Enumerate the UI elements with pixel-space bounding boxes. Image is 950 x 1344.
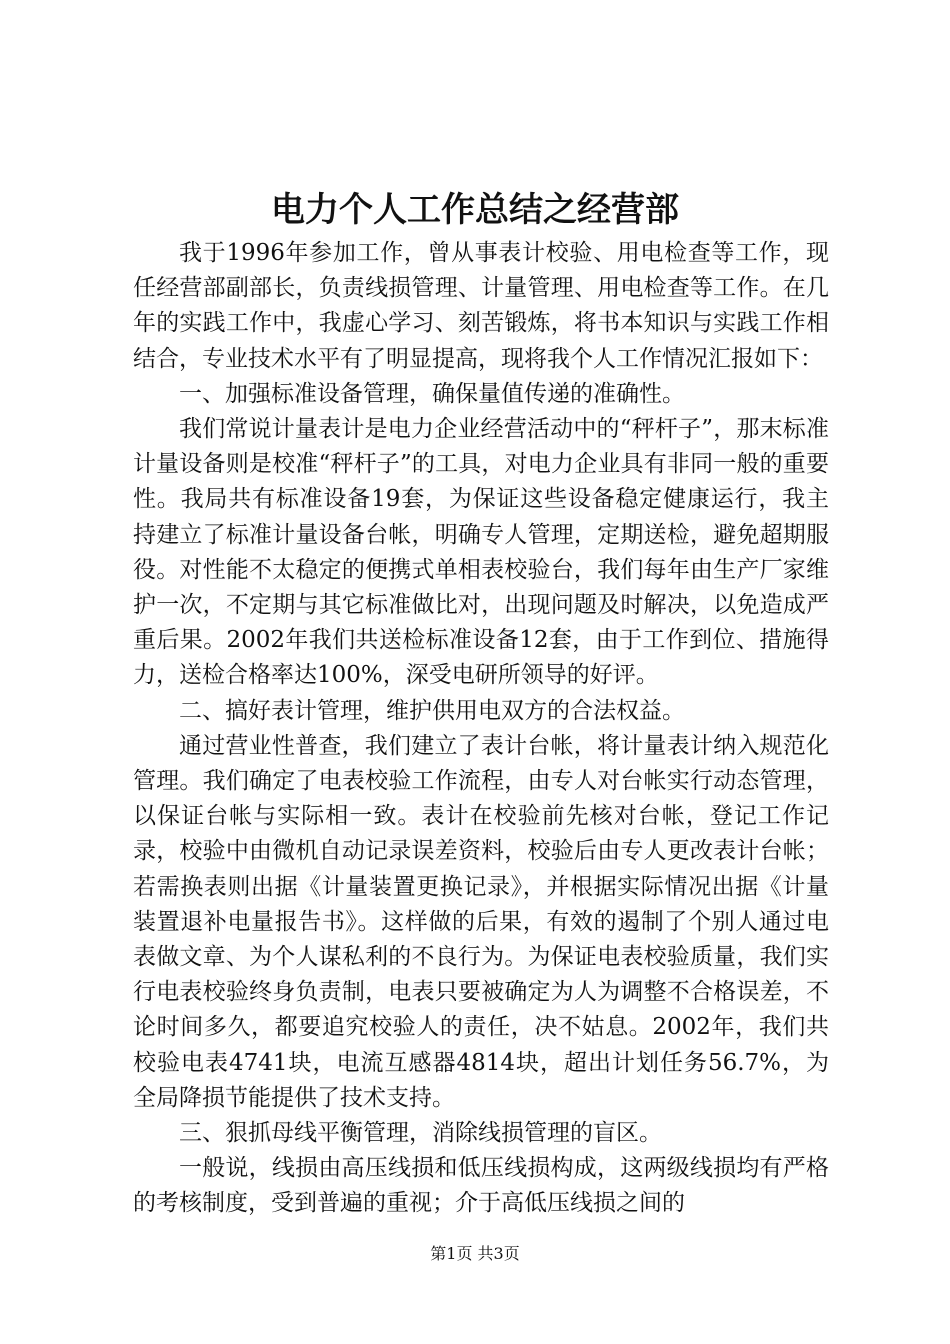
- paragraph-intro: 我于1996年参加工作，曾从事表计校验、用电检查等工作，现任经营部副部长，负责线损管理、计量管理、用电检查等工作。在几年的实践工作中，我虚心学习、刻苦锻炼，将书本知识与实践工作相结合，专业技术水平有了明显提高，现将我个人工作情况汇报如下：: [133, 240, 829, 372]
- section-heading-3: 三、狠抓母线平衡管理，消除线损管理的盲区。: [179, 1120, 662, 1147]
- page-footer: 第1页 共3页: [430, 1244, 520, 1263]
- paragraph-section-1: 我们常说计量表计是电力企业经营活动中的“秤杆子”，那末标准计量设备则是校准“秤杆子”的工具，对电力企业具有非同一般的重要性。我局共有标准设备19套，为保证这些设备稳定健康运行，我主持建立了标准计量设备台帐，明确专人管理，定期送检，避免超期服役。对性能不太稳定的便携式单相表校验台，我们每年由生产厂家维护一次，不定期与其它标准做比对，出现问题及时解决，以免造成严重后果。2002年我们共送检标准设备12套，由于工作到位、措施得力，送检合格率达100%，深受电研所领导的好评。: [133, 416, 829, 689]
- paragraph-section-3: 一般说，线损由高压线损和低压线损构成，这两级线损均有严格的考核制度，受到普遍的重视；介于高低压线损之间的: [133, 1155, 829, 1217]
- document-body: [133, 236, 829, 1222]
- document-title: 电力个人工作总结之经营部: [271, 190, 679, 230]
- paragraph-section-2: 通过营业性普查，我们建立了表计台帐，将计量表计纳入规范化管理。我们确定了电表校验工作流程，由专人对台帐实行动态管理，以保证台帐与实际相一致。表计在校验前先核对台帐，登记工作记录，校验中由微机自动记录误差资料，校验后由专人更改表计台帐；若需换表则出据《计量装置更换记录》，并根据实际情况出据《计量装置退补电量报告书》。这样做的后果，有效的遏制了个别人通过电表做文章、为个人谋私利的不良行为。为保证电表校验质量，我们实行电表校验终身负责制，电表只要被确定为人为调整不合格误差，不论时间多久，都要追究校验人的责任，决不姑息。2002年，我们共校验电表4741块，电流互感器4814块，超出计划任务56.7%，为全局降损节能提供了技术支持。: [133, 732, 829, 1111]
- section-heading-2: 二、搞好表计管理，维护供用电双方的合法权益。: [179, 697, 685, 724]
- section-heading-1: 一、加强标准设备管理，确保量值传递的准确性。: [179, 380, 685, 407]
